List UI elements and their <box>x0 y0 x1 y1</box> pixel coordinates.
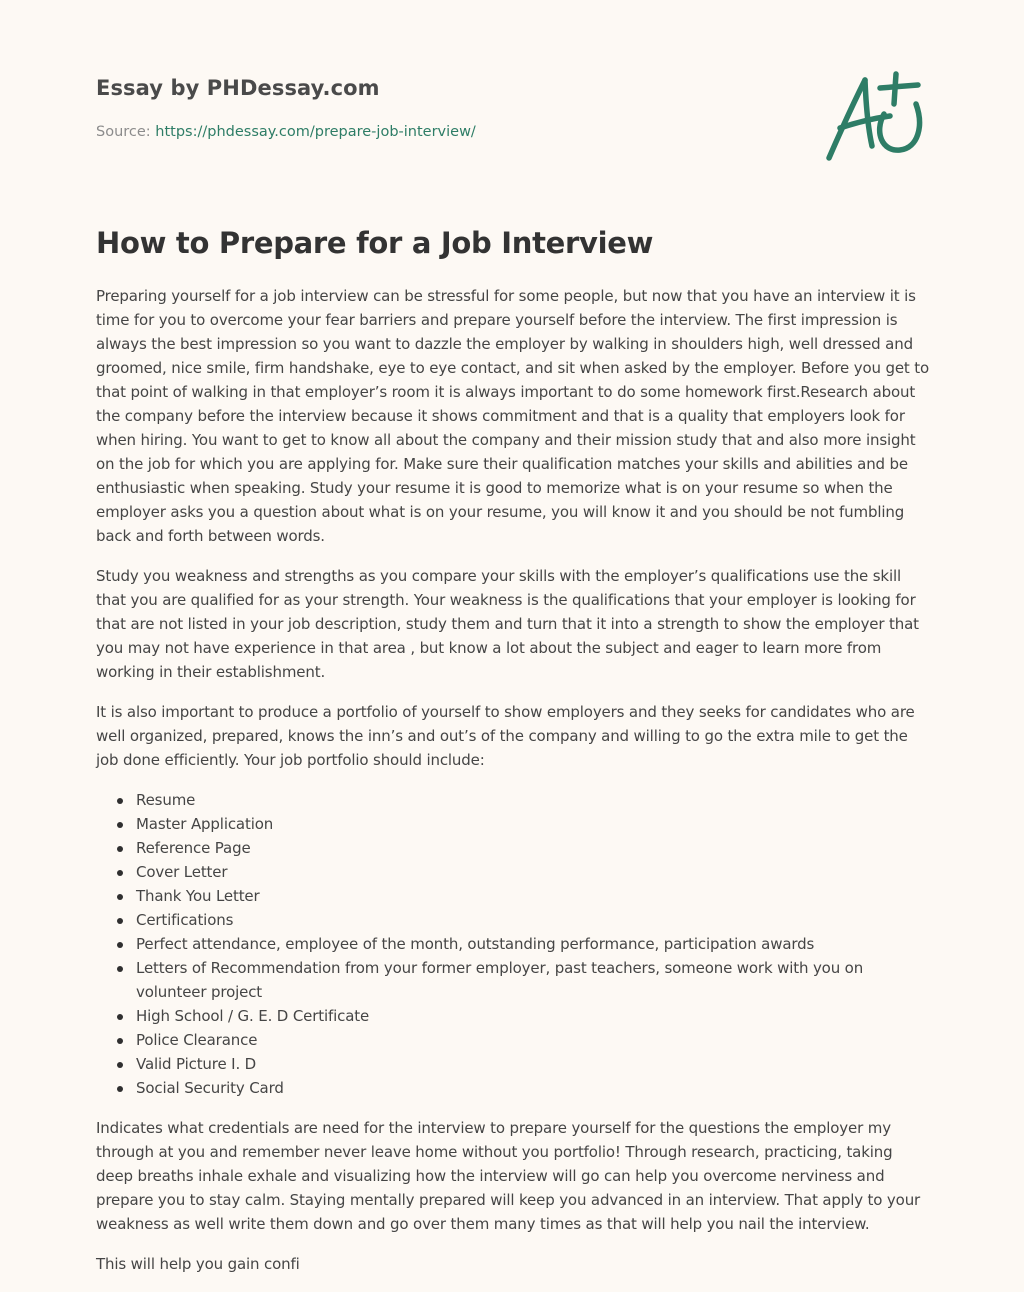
source-link[interactable]: https://phdessay.com/prepare-job-interview/ <box>155 124 476 140</box>
list-item: Social Security Card <box>136 1076 930 1100</box>
a-plus-logo-icon <box>820 66 930 166</box>
paragraph: Indicates what credentials are need for the interview to prepare yourself for the questions the employer my through at you and remember never leave home without you portfolio! Through research, practicing, taking deep breaths inhale exhale and visualizing how the interview will go can help you overcome nerviness and prepare you to stay calm. Staying mentally prepared will keep you advanced in an interview. That apply to your weakness as well write them down and go over them many times as that will help you nail the interview. <box>96 1119 921 1233</box>
essay-body <box>96 284 930 1292</box>
source-label: Source: <box>96 124 151 140</box>
list-item: Cover Letter <box>136 860 930 884</box>
list-item: Master Application <box>136 812 930 836</box>
paragraph: Preparing yourself for a job interview can be stressful for some people, but now that you have an interview it is time for you to overcome your fear barriers and prepare yourself before the interview. The first impression is always the best impression so you want to dazzle the employer by walking in shoulders high, well dressed and groomed, nice smile, firm handshake, eye to eye contact, and sit when asked by the employer. Before you get to that point of walking in that employer’s room it is always important to do some homework first.Research about the company before the interview because it shows commitment and that is a quality that employers look for when hiring. You want to get to know all about the company and their mission study that and also more insight on the job for which you are applying for. Make sure their qualification matches your skills and abilities and be enthusiastic when speaking. Study your resume it is good to memorize what is on your resume so when the employer asks you a question about what is on your resume, you will know it and you should be not fumbling back and forth between words. <box>96 287 930 545</box>
list-item: Letters of Recommendation from your former employer, past teachers, someone work with you on volunteer project <box>136 956 930 1004</box>
list-item: High School / G. E. D Certificate <box>136 1004 930 1028</box>
list-item: Reference Page <box>136 836 930 860</box>
paragraph: Study you weakness and strengths as you compare your skills with the employer’s qualifications use the skill that you are qualified for as your strength. Your weakness is the qualifications that your employer is looking for that are not listed in your job description, study them and turn that it into a strength to show the employer that you may not have experience in that area , but know a lot about the subject and eager to learn more from working in their establishment. <box>96 567 919 681</box>
essay-title: How to Prepare for a Job Interview <box>96 226 654 260</box>
list-item: Police Clearance <box>136 1028 930 1052</box>
paragraph: It is also important to produce a portfolio of yourself to show employers and they seeks for candidates who are well organized, prepared, knows the inn’s and out’s of the company and willing to go the extra mile to get the job done efficiently. Your job portfolio should include: <box>96 703 915 769</box>
site-title: Essay by PHDessay.com <box>96 76 380 100</box>
list-item: Certifications <box>136 908 930 932</box>
source-line <box>96 124 476 140</box>
list-item: Perfect attendance, employee of the month, outstanding performance, participation awards <box>136 932 930 956</box>
list-item: Valid Picture I. D <box>136 1052 930 1076</box>
list-item: Thank You Letter <box>136 884 930 908</box>
list-item: Resume <box>136 788 930 812</box>
truncated-paragraph: This will help you gain confi <box>96 1255 300 1273</box>
portfolio-list <box>96 788 930 1100</box>
